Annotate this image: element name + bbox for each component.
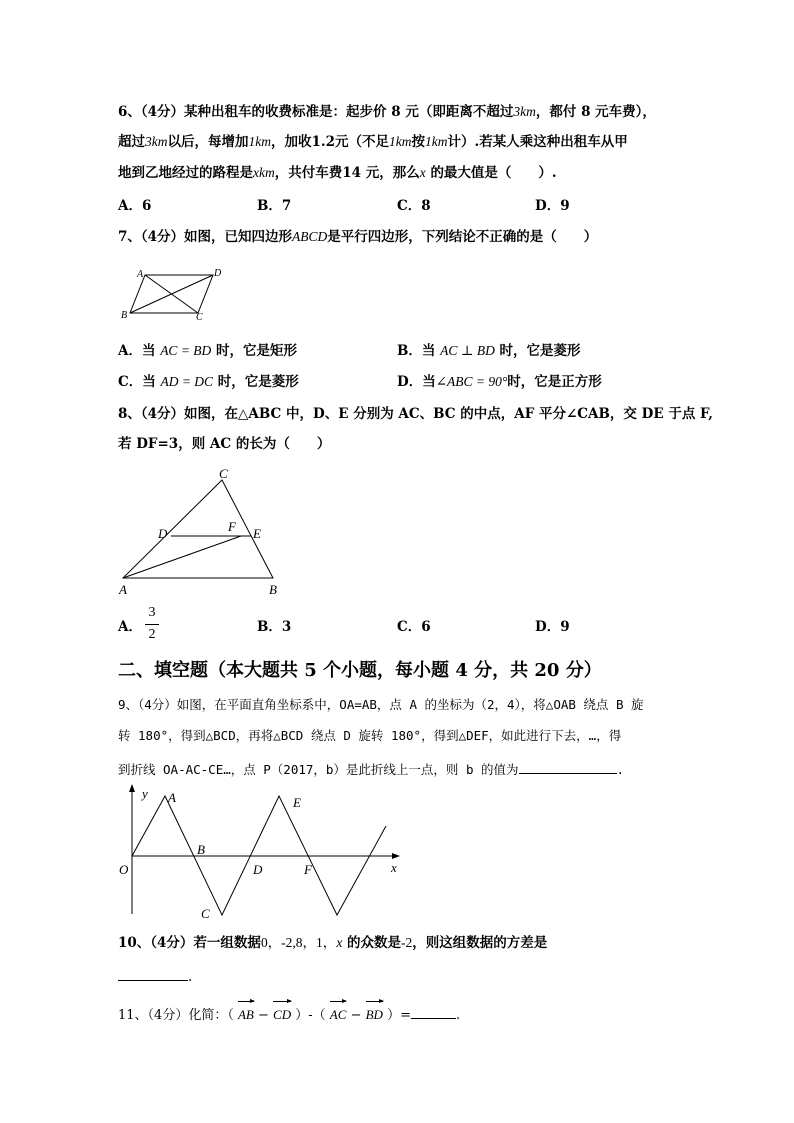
- label-a: A: [119, 582, 127, 597]
- label-c: C: [196, 312, 203, 323]
- label-d: D: [253, 862, 263, 877]
- q9-line2: 转 180°，得到△BCD，再将△BCD 绕点 D 旋转 180°，得到△DEF，如此进行下去，…，得: [118, 728, 622, 743]
- y-axis-arrow: [129, 784, 135, 792]
- label-d: D: [158, 526, 168, 541]
- q7-option-a: A．当 AC = BD 时，它是矩形: [118, 343, 297, 359]
- q9-zigzag-figure: [114, 782, 414, 922]
- q8-choice-a-denominator: 2: [148, 627, 156, 642]
- q9-line1: 9、（4分）如图，在平面直角坐标系中，OA=AB，点 A 的坐标为（2，4），将△OAB 绕点 B 旋: [118, 697, 644, 712]
- label-o: O: [119, 862, 129, 877]
- section-title: 二、填空题（本大题共 5 个小题，每小题 4 分，共 20 分）: [118, 660, 602, 681]
- q8-line1: 8、（4分）如图，在△ABC 中，D、E 分别为 AC、BC 的中点，AF 平分∠CAB，交 DE 于点 F,: [118, 406, 713, 422]
- q6-choice-c: C．8: [397, 198, 431, 214]
- label-x: x: [391, 860, 397, 875]
- label-y: y: [142, 786, 148, 801]
- q8-triangle-figure: [116, 466, 286, 600]
- q6-choice-a: A．6: [118, 198, 152, 214]
- q10-line2: .: [118, 966, 192, 986]
- label-b: B: [121, 310, 128, 321]
- label-f: F: [228, 519, 236, 534]
- q7-option-c: C．当 AD = DC 时，它是菱形: [118, 374, 299, 390]
- fraction-bar: [145, 624, 159, 625]
- q6-line1: 6、（4分）某种出租车的收费标准是：起步价 8 元（即距离不超过3km，都付 8 元车费），: [118, 104, 656, 120]
- answer-blank: [411, 1004, 456, 1019]
- segment-af: [123, 536, 241, 578]
- label-a: A: [168, 790, 176, 805]
- answer-blank: [519, 759, 617, 774]
- q8-choice-d: D．9: [535, 619, 570, 635]
- label-c: C: [201, 906, 210, 921]
- q7-stem: 7、（4分）如图，已知四边形ABCD是平行四边形，下列结论不正确的是（ ）: [118, 229, 598, 245]
- label-e: E: [253, 526, 261, 541]
- q9-line3: 到折线 OA-AC-CE…，点 P（2017，b）是此折线上一点，则 b 的值为 .: [118, 759, 624, 779]
- label-e: E: [293, 795, 301, 810]
- label-b: B: [197, 842, 205, 857]
- vector-ac: AC: [330, 1006, 347, 1024]
- q11-line: 11、（4分）化简：（ AB − CD ）-（ AC − BD ）= .: [118, 1004, 460, 1025]
- q7-option-b: B．当 AC ⊥ BD 时，它是菱形: [397, 343, 581, 359]
- q6-choice-b: B．7: [257, 198, 292, 214]
- label-a: A: [137, 269, 144, 280]
- q6-choice-d: D．9: [535, 198, 570, 214]
- triangle-abc: [123, 480, 273, 578]
- q8-line2: 若 DF=3，则 AC 的长为（ ）: [118, 436, 331, 452]
- q7-parallelogram-figure: [118, 262, 228, 324]
- q10-line1: 10、（4分）若一组数据0，-2,8，1，x 的众数是-2，则这组数据的方差是: [118, 935, 548, 951]
- q8-choice-b: B．3: [257, 619, 292, 635]
- label-b: B: [269, 582, 277, 597]
- vector-bd: BD: [366, 1006, 383, 1024]
- answer-blank: [118, 966, 188, 981]
- label-c: C: [219, 466, 228, 481]
- label-f: F: [304, 862, 312, 877]
- vector-cd: CD: [273, 1006, 291, 1024]
- q6-line3: 地到乙地经过的路程是xkm，共付车费14 元，那么x 的最大值是（ ）.: [118, 165, 557, 181]
- q8-choice-a: A．: [118, 619, 142, 635]
- vector-ab: AB: [238, 1006, 254, 1024]
- q8-choice-c: C．6: [397, 619, 431, 635]
- q6-line2: 超过3km以后，每增加1km，加收1.2元（不足1km按1km计）.若某人乘这种出租车从甲: [118, 134, 628, 150]
- q7-option-d: D．当∠ABC = 90°时，它是正方形: [397, 374, 602, 390]
- label-d: D: [214, 268, 222, 279]
- q8-choice-a-numerator: 3: [148, 605, 156, 620]
- x-axis-arrow: [392, 853, 400, 859]
